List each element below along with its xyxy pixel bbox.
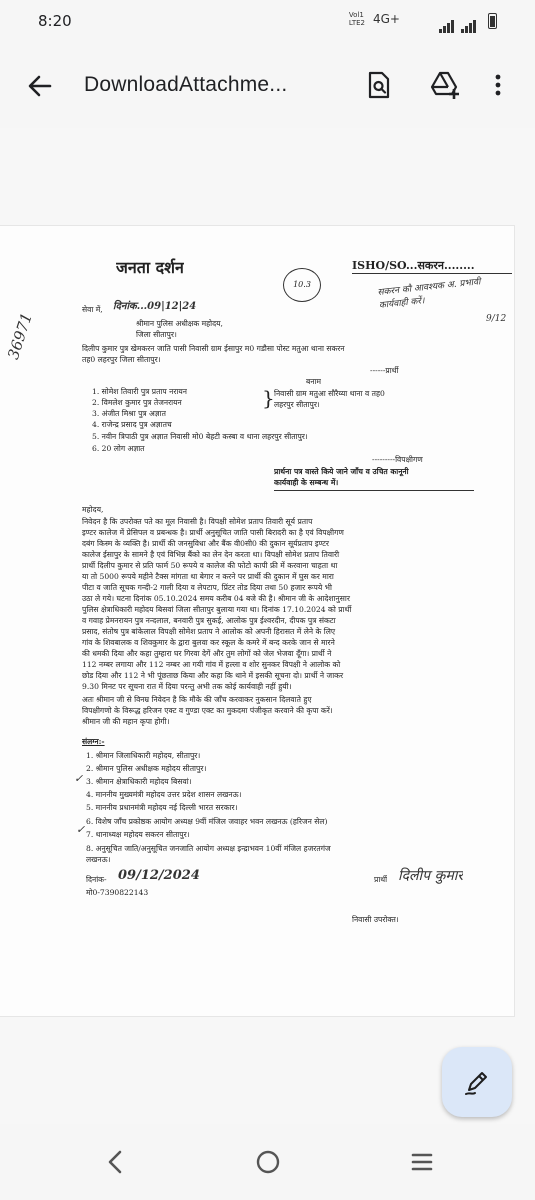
app-bar	[0, 44, 535, 128]
edit-pen-icon	[463, 1068, 491, 1100]
list-item: 2. श्रीमान पुलिस अधीक्षक महोदय सीतापुर।	[86, 764, 207, 773]
back-arrow-icon[interactable]	[26, 72, 54, 100]
versus-label: बनाम	[306, 377, 322, 386]
list-item: 6. 20 लोग अज्ञात	[92, 444, 145, 453]
list-item: 3. श्रीमान क्षेत्राधिकारी महोदय बिसवां।	[86, 777, 192, 786]
circled-number: 10.3	[283, 268, 321, 302]
document-page[interactable]	[0, 226, 514, 1016]
list-item: 2. विमलेश कुमार पुत्र तेजनरायन	[92, 398, 182, 407]
battery-icon	[488, 13, 497, 29]
list-item: 4. माननीय मुख्यमंत्री महोदय उत्तर प्रदेश शासन लखनऊ।	[86, 790, 242, 799]
edit-fab[interactable]	[442, 1047, 512, 1117]
network-type: 4G+	[373, 12, 400, 26]
addressee-line1: श्रीमान पुलिस अधीक्षक महोदय,	[136, 319, 223, 328]
body-line: 112 नम्बर लगाया और 112 नम्बर आ गयी गांव में हल्ला व शोर सुनकर विपक्षी ने आलोक को	[82, 660, 341, 669]
list-item: लखनऊ।	[86, 855, 111, 864]
applicant-label: प्रार्थी	[374, 875, 388, 884]
nav-home-icon[interactable]	[248, 1142, 288, 1182]
date-handwritten: दिनांक...09|12|24	[113, 301, 197, 312]
network-label: Vol1 LTE2	[348, 11, 365, 27]
body-line: विपक्षीगणो के विरूद्ध हरिजन एक्ट व गुण्डा एक्ट का मुकदमा पंजीकृत करवाने की कृपा करें।	[82, 706, 333, 715]
body-line: व गवाह प्रेमनरायन पुत्र नन्दलाल, बनवारी पुत्र सुकई, आलोक पुत्र ईश्वरदीन, दीपक पुत्र संकटा	[82, 616, 336, 625]
salutation: महोदय,	[82, 505, 104, 514]
right-signature: 9/12	[486, 314, 507, 324]
body-line: इण्टर कालेज में प्रेसिपल व प्रबन्धक है। प्रार्थी अनुसूचित जाति पासी बिरादरी का है एवं विपक्षीगण	[82, 528, 344, 537]
status-bar	[0, 0, 535, 44]
body-line: अतः श्रीमान जी से विनम्र निवेदन है कि मौके की जाँच करवाकर नुकसान दिलवाते हुए	[82, 695, 312, 704]
date-value: 09/12/2024	[118, 868, 200, 883]
list-item: 1. श्रीमान जिलाधिकारी महोदय, सीतापुर।	[86, 751, 201, 760]
subject-line1: प्रार्थना पत्र वास्ते किये जाने जाँच व उचित कानूनी	[274, 467, 409, 476]
list-item: 6. विशेष जाँच प्रकोष्ठक आयोग अध्यक्ष 9वीं मंजिल जवाहर भवन लखनऊ (हरिजन सेल)	[86, 817, 328, 826]
list-item: 8. अनुसूचित जाति/अनुसूचित जनजाति आयोग अध्यक्ष इन्द्राभवन 10वीं मंजिल हजरतगंज	[86, 844, 331, 853]
body-line: गांव के शिवबालक व शिवकुमार के द्वारा बुलवा कर स्कूल के कमरे में बन्द करके जान से मारने	[82, 638, 335, 647]
addressee-line2: जिला सीतापुर।	[136, 330, 177, 339]
list-item: 5. माननीय प्रधानमंत्री महोदय नई दिल्ली भारत सरकार।	[86, 803, 238, 812]
body-line: प्रसाद, संतोष पुत्र बांकेलाल विपक्षी सोमेश प्रताप ने आलोक को अपनी हिरासत में लेने के लिए	[82, 627, 336, 636]
body-line: दबंग किस्म के व्यक्ति है। प्रार्थी की जनसुविधा और बैंक वी0सी0 की दुकान सूर्यप्रताप इण्टर	[82, 539, 330, 548]
checkmark-icon: ✓	[76, 823, 86, 836]
list-item: 3. अंजीत मिश्रा पुत्र अज्ञात	[92, 409, 166, 418]
complainant-line2: तह0 लहरपुर जिला सीतापुर।	[82, 355, 161, 364]
body-line: 9.30 मिनट पर सूचना रात में दिया परन्तु अभी तक कोई कार्यवाही नहीं हुयी।	[82, 682, 292, 691]
left-margin-number: 36971	[4, 310, 36, 362]
search-document-icon[interactable]	[364, 70, 394, 100]
nav-back-icon[interactable]	[96, 1142, 136, 1182]
checkmark-icon: ✓	[74, 772, 84, 785]
file-title: DownloadAttachme...	[84, 73, 288, 96]
top-right-handwriting: सकरन कौ आवश्यक अ. प्रभावी कार्यवाही करें।	[377, 277, 481, 311]
more-vert-icon[interactable]	[490, 70, 506, 100]
body-line: पुलिस क्षेत्राधिकारी महोदय बिसवां जिला सीतापुर बुलाया गया था। दिनांक 17.10.2024 को प्रार्थी	[82, 605, 352, 614]
brace-symbol: }	[262, 386, 275, 410]
body-line: कालेज ईसापुर के सामने है एवं विभिन्न बैंको का लेन देन करता था। विपक्षी सोमेश प्रताप तिवारी	[82, 550, 340, 559]
date-label: दिनांक-	[86, 875, 107, 884]
document-header: जनता दर्शन	[116, 258, 184, 277]
body-line: निवेदन है कि उपरोक्त पते का मूल निवासी है। विपक्षी सोमेश प्रताप तिवारी सूर्य प्रताप	[82, 517, 313, 526]
system-nav-bar	[0, 1124, 535, 1200]
body-line: या तो 5000 रूपये महीने टैक्स मांगता था बेगार न करने पर प्रार्थी की दुकान में घुस कर मारा	[82, 572, 334, 581]
list-item: 5. नवीन त्रिपाठी पुत्र अज्ञात निवासी मो0 बेहटी कस्बा व थाना लहरपुर सीतापुर।	[92, 432, 308, 441]
body-line: उठा ले गये। घटना दिनांक 05.10.2024 समय करीब 04 बजे की है। श्रीमान जी के आदेशानुसार	[82, 594, 350, 603]
body-line: प्रार्थी दिलीप कुमार से प्रति फार्म 50 रूपये व कालेज की फोटो कापी फ्री में करवाना चाहता था	[82, 561, 338, 570]
resident-note: निवासी उपरोक्त।	[352, 915, 399, 924]
drive-add-icon[interactable]	[430, 70, 460, 100]
signal-icon-sim2	[461, 14, 477, 33]
complainant-role: ------प्रार्थी	[370, 366, 399, 375]
respondents-role: ---------विपक्षीगण	[372, 455, 423, 464]
list-item: 7. थानाध्यक्ष महोदय सकरन सीतापुर।	[86, 830, 190, 839]
list-item: 1. सोमेश तिवारी पुत्र प्रताप नरायन	[92, 387, 188, 396]
list-item: 4. राजेन्द्र प्रसाद पुत्र अज्ञातच	[92, 420, 172, 429]
body-line: छोड दिया और 112 ने भी पूंछताछ किया और कहा कि थाने में इसकी सूचना दो। प्रार्थी ने जाकर	[82, 671, 344, 680]
complainant-line1: दिलीप कुमार पुत्र खेमकरन जाति पासी निवासी ग्राम ईसापुर म0 गडौसा पोस्ट मतुआ थाना सकरन	[82, 344, 345, 353]
signal-icon	[439, 14, 455, 33]
to-label: सेवा में,	[82, 305, 103, 314]
body-line: की धमकी दिया और कहा तुम्हारा घर गिरवा देगें और तुम लोगों को जेल भेजवा दूँगा। प्रार्थी ने	[82, 649, 332, 658]
clock: 8:20	[38, 12, 72, 30]
body-line: श्रीमान जी की महान कृपा होगी।	[82, 717, 170, 726]
respondents-address-line1: निवासी ग्राम मतुआ सौरैय्या थाना व तह0	[274, 389, 385, 398]
respondents-address-line2: लहरपुर सीतापुर।	[274, 400, 320, 409]
nav-recents-icon[interactable]	[402, 1142, 442, 1182]
enclosures-heading: संलग्न:-	[82, 737, 105, 746]
applicant-signature: दिलीप कुमार	[398, 868, 464, 884]
top-right-stamp: ISHO/SO...सकरन........	[352, 258, 512, 274]
subject-line2: कार्यवाही के सम्बन्ध में।	[274, 477, 474, 491]
body-line: पीटा व जाति सूचक गन्दी-2 गाली दिया व लेपटाप, प्रिंटर तोड दिया तथा 50 हजार रूपये भी	[82, 583, 332, 592]
mobile-number: मो0-7390822143	[86, 888, 149, 897]
